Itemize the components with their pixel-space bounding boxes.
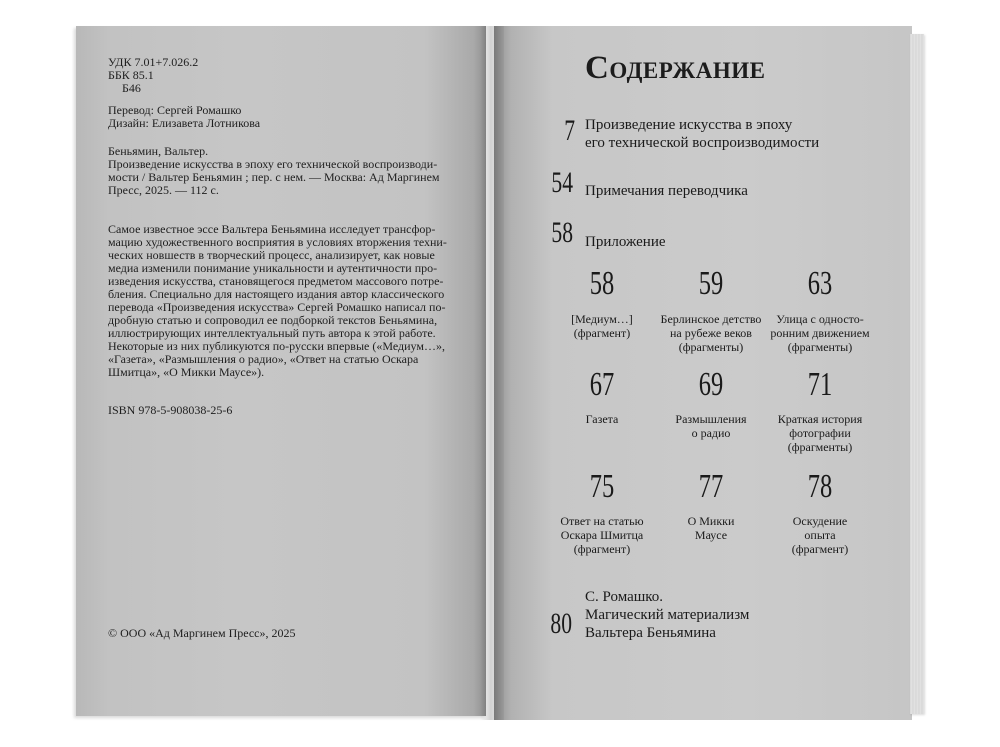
- bbk-code: ББК 85.1: [108, 68, 154, 82]
- toc-entry-title: Примечания переводчика: [585, 183, 748, 199]
- appendix-item-title: [542, 412, 662, 426]
- appendix-page-number: 67: [589, 366, 615, 403]
- annotation-line: Некоторые из них публикуются по-русски впервые («Медиум…»,: [108, 339, 445, 353]
- appendix-item-title: [651, 312, 771, 354]
- appendix-item-line: (фрагмент): [791, 542, 849, 556]
- appendix-item-title: [651, 514, 771, 542]
- annotation-line: дробную статью и сопроводил ее подборкой текстов Беньямина,: [108, 313, 438, 327]
- toc-entry-title: [585, 588, 749, 642]
- toc-page-number: 58: [551, 216, 573, 249]
- appendix-item-line: (фрагменты): [678, 340, 744, 354]
- catalog-line: мости / Вальтер Беньямин ; пер. с нем. — Москва: Ад Маргинем: [108, 170, 440, 184]
- appendix-item-line: (фрагменты): [787, 440, 853, 454]
- toc-page-number: 54: [551, 166, 573, 199]
- appendix-page-number: 77: [698, 468, 724, 505]
- annotation-line: медиа изменили понимание уникальности и аутентичности про-: [108, 261, 438, 275]
- toc-entry-line: Вальтера Беньямина: [585, 625, 716, 641]
- annotation-line: изведения искусства, становящегося предметом массового потре-: [108, 274, 444, 288]
- appendix-page-number: 59: [698, 265, 724, 302]
- udk-code: УДК 7.01+7.026.2: [108, 55, 199, 69]
- annotation: [108, 223, 447, 379]
- appendix-item-line: Улица с односто-: [776, 312, 864, 326]
- toc-page-number: 7: [564, 114, 575, 147]
- annotation-line: «Газета», «Размышления о радио», «Ответ на статью Оскара: [108, 352, 419, 366]
- appendix-page-number: 69: [698, 366, 724, 403]
- appendix-item-line: (фрагменты): [787, 340, 853, 354]
- classification-block: [108, 56, 198, 95]
- isbn: ISBN 978-5-908038-25-6: [108, 403, 233, 417]
- annotation-line: ческих новшеств в творческий процесс, анализирует, как новые: [108, 248, 435, 262]
- appendix-item-line: ронним движением: [770, 326, 870, 340]
- appendix-item-line: [Медиум…]: [571, 312, 633, 326]
- page-edges: [910, 34, 924, 714]
- annotation-line: Шмитца», «О Микки Маусе»).: [108, 365, 265, 379]
- appendix-page-number: 63: [807, 265, 833, 302]
- appendix-item-line: Газета: [585, 412, 619, 426]
- appendix-item-line: Ответ на статью: [560, 514, 644, 528]
- appendix-item-title: [760, 514, 880, 556]
- contents-title: Содержание: [585, 50, 766, 86]
- toc-entry-line: его технической воспроизводимости: [585, 135, 820, 151]
- appendix-item-line: О Микки: [687, 514, 735, 528]
- annotation-line: бления. Специально для настоящего издания автор классического: [108, 287, 445, 301]
- author-code: Б46: [122, 81, 141, 95]
- appendix-item-line: Оскудение: [792, 514, 848, 528]
- appendix-item-line: Размышления: [675, 412, 747, 426]
- appendix-item-line: (фрагмент): [573, 326, 631, 340]
- toc-entry-title: [585, 116, 819, 152]
- copyright: © ООО «Ад Маргинем Пресс», 2025: [108, 626, 296, 640]
- appendix-item-line: опыта: [804, 528, 836, 542]
- appendix-item-title: [651, 412, 771, 440]
- appendix-item-line: Берлинское детство: [660, 312, 762, 326]
- appendix-item-title: [542, 514, 662, 556]
- appendix-item-line: Краткая история: [777, 412, 863, 426]
- appendix-page-number: 71: [807, 366, 833, 403]
- catalog-line: Пресс, 2025. — 112 с.: [108, 183, 219, 197]
- appendix-item-title: [760, 312, 880, 354]
- annotation-line: перевода «Произведения искусства» Сергей Ромашко написал по-: [108, 300, 446, 314]
- annotation-line: Самое известное эссе Вальтера Беньямина исследует трансфор-: [108, 222, 436, 236]
- appendix-item-line: о радио: [691, 426, 731, 440]
- appendix-page-number: 58: [589, 265, 615, 302]
- toc-entry-line: С. Ромашко.: [585, 589, 664, 605]
- appendix-item-title: [542, 312, 662, 340]
- toc-entry-title: Приложение: [585, 234, 666, 250]
- appendix-item-title: [760, 412, 880, 454]
- catalog-record: [108, 145, 440, 197]
- appendix-page-number: 75: [589, 468, 615, 505]
- catalog-line: Беньямин, Вальтер.: [108, 144, 209, 158]
- translator-credit: Перевод: Сергей Ромашко: [108, 103, 242, 117]
- appendix-item-line: (фрагмент): [573, 542, 631, 556]
- toc-entry-line: Произведение искусства в эпоху: [585, 117, 793, 133]
- annotation-line: иллюстрирующих интеллектуальный путь автора к этой работе.: [108, 326, 436, 340]
- appendix-item-line: фотографии: [789, 426, 851, 440]
- catalog-line: Произведение искусства в эпоху его технической воспроизводи-: [108, 157, 438, 171]
- appendix-page-number: 78: [807, 468, 833, 505]
- spine-shadow: [480, 26, 504, 720]
- credits-block: [108, 104, 260, 130]
- appendix-item-line: Оскара Шмитца: [560, 528, 644, 542]
- annotation-line: мацию художественного восприятия в условиях вторжения техни-: [108, 235, 447, 249]
- toc-entry-line: Магический материализм: [585, 607, 750, 623]
- appendix-item-line: Маусе: [694, 528, 728, 542]
- designer-credit: Дизайн: Елизавета Лотникова: [108, 116, 261, 130]
- appendix-item-line: на рубеже веков: [670, 326, 752, 340]
- toc-page-number: 80: [550, 607, 572, 640]
